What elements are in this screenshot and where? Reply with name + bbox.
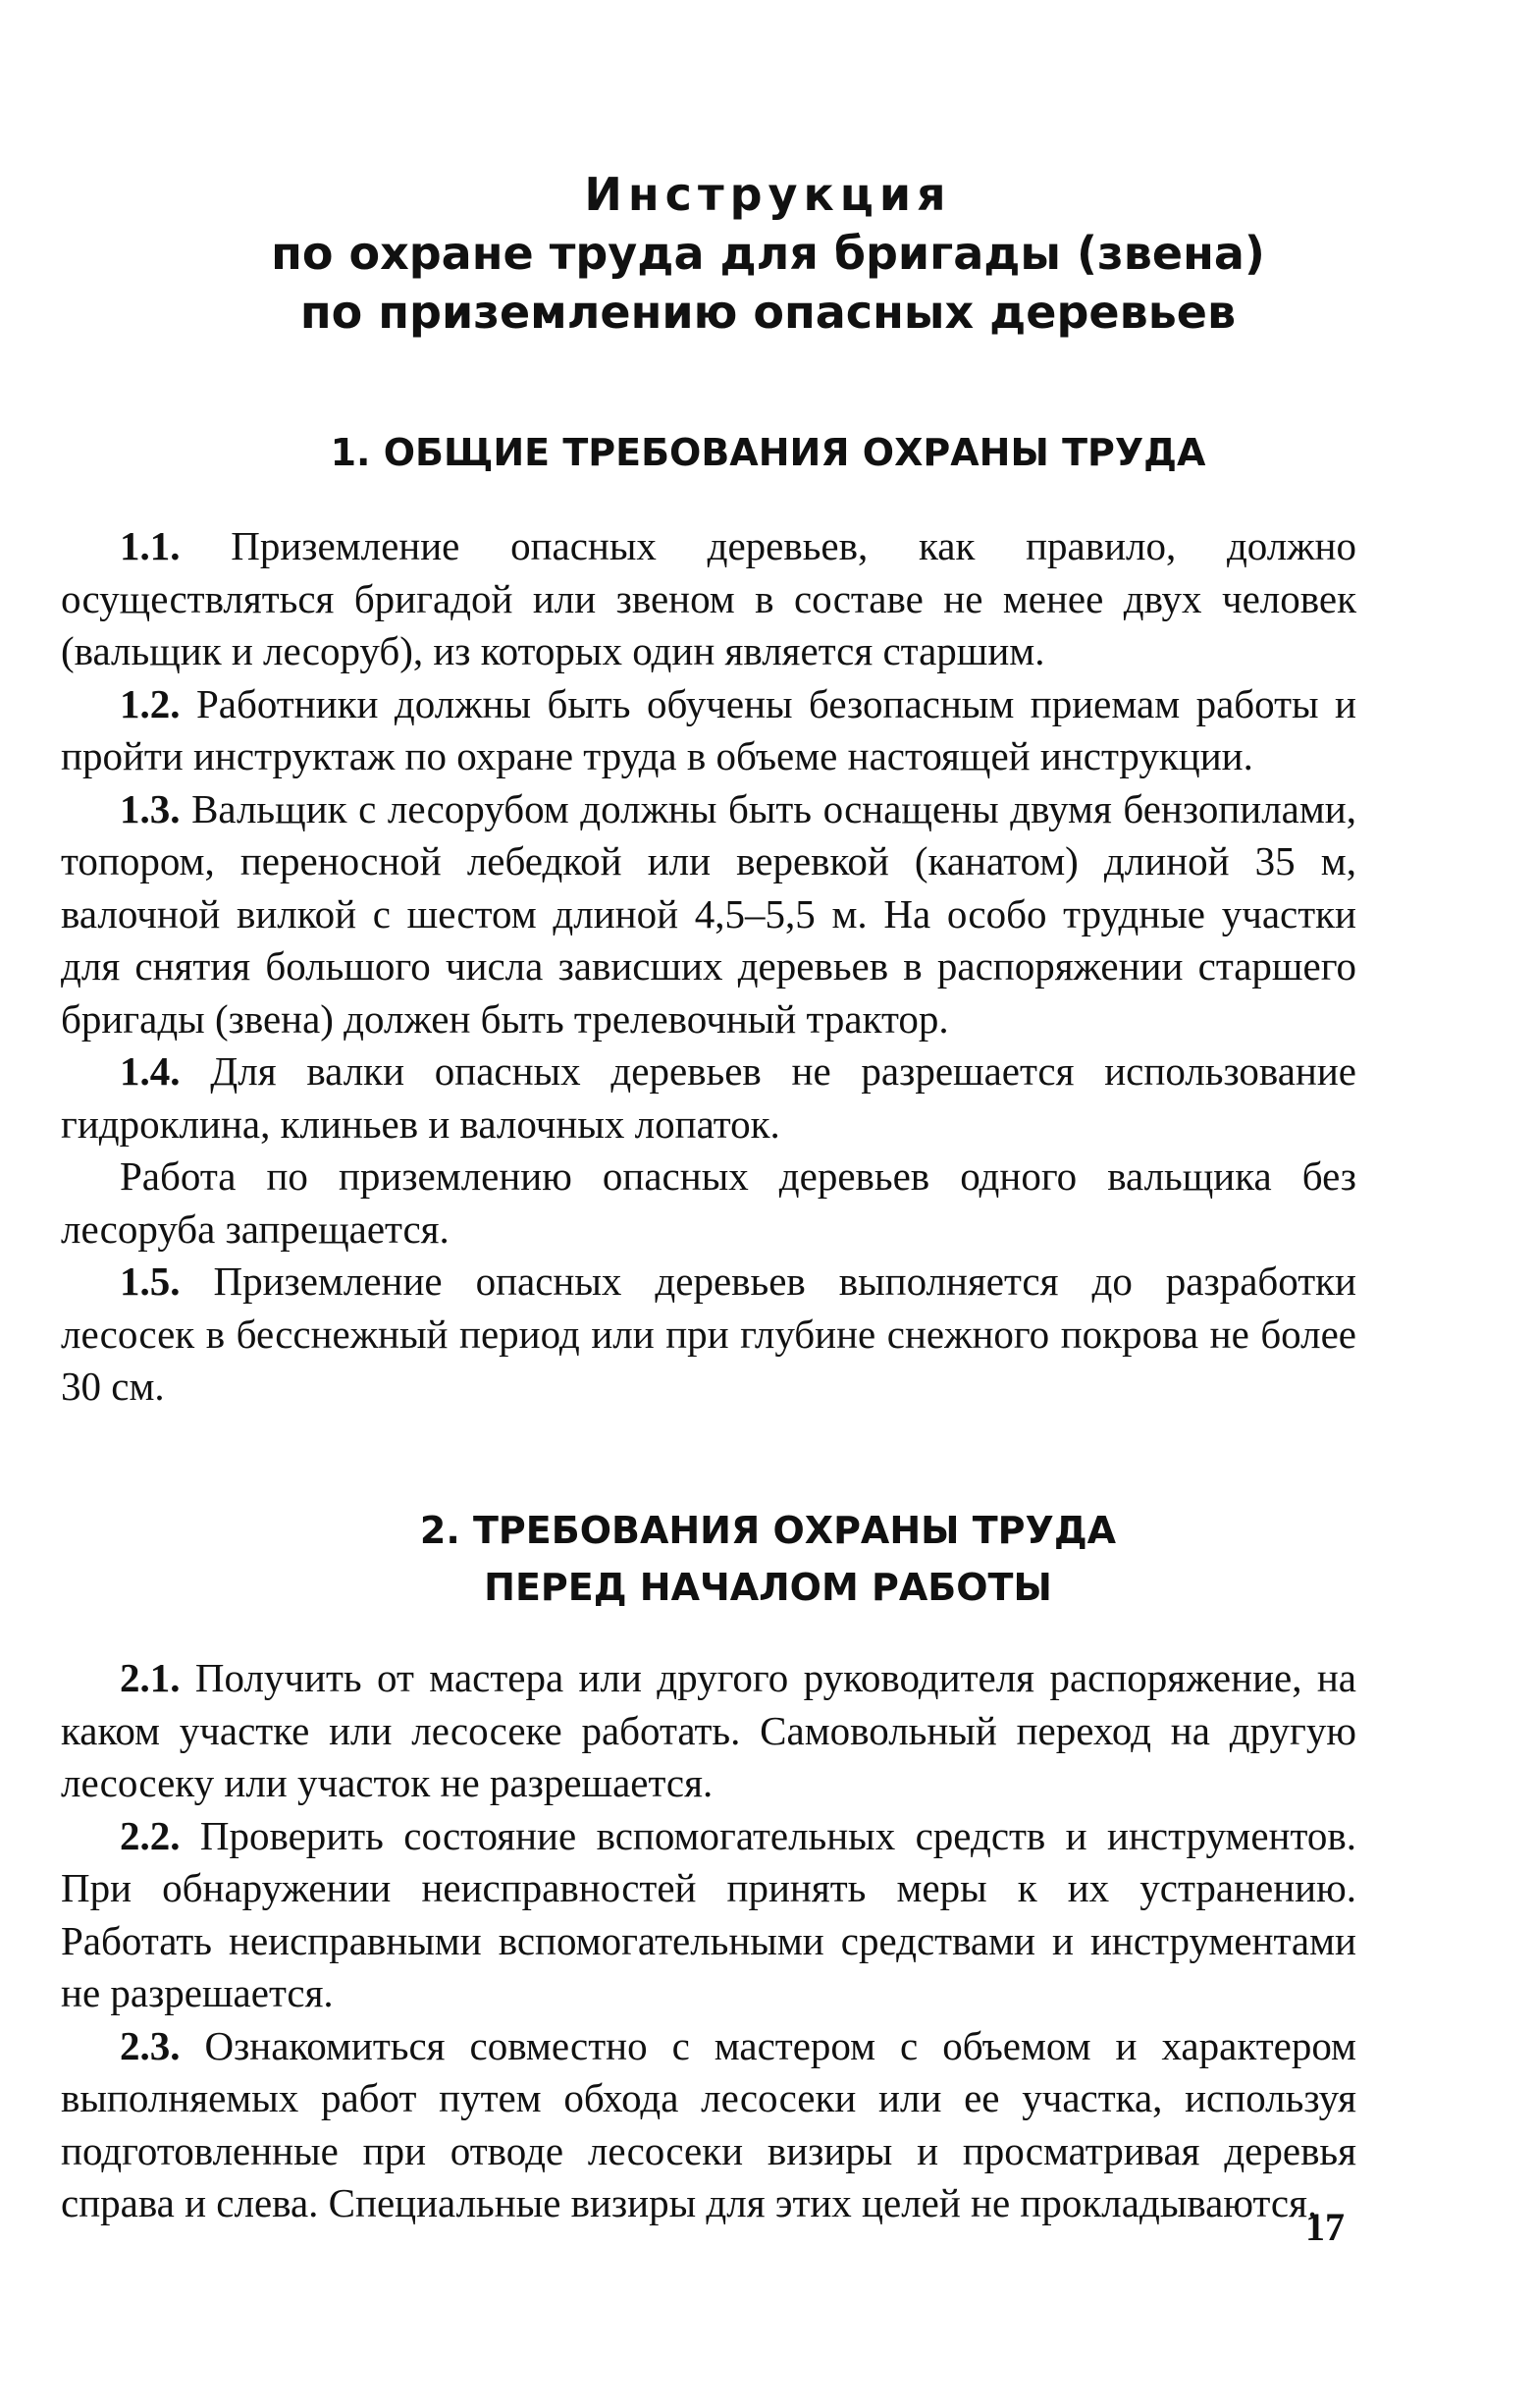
paragraph-text: Приземление опасных деревьев выполняется до разработки лесосек в бесснежный период или при глубине снежного покрова не более 30 см. <box>61 1258 1356 1409</box>
section-2-heading <box>0 1502 1536 1616</box>
paragraph-number: 2.1. <box>120 1655 181 1700</box>
paragraph-2-3 <box>61 2020 1356 2230</box>
section-2-body <box>61 1652 1356 2230</box>
title-line-1: Инструкция <box>584 168 952 221</box>
paragraph-1-4-note <box>61 1150 1356 1256</box>
paragraph-1-1 <box>61 520 1356 678</box>
paragraph-number: 1.1. <box>120 523 181 568</box>
title-line-3: по приземлению опасных деревьев <box>299 286 1237 339</box>
paragraph-text: Приземление опасных деревьев, как правило, должно осуществляться бригадой или звеном в составе не менее двух человек (вальщик и лесоруб), из которых один является старшим. <box>61 523 1356 673</box>
paragraph-number: 1.3. <box>120 785 181 831</box>
paragraph-2-2 <box>61 1810 1356 2020</box>
section-1-body <box>61 520 1356 1414</box>
paragraph-number: 1.5. <box>120 1258 181 1304</box>
paragraph-text: Вальщик с лесорубом должны быть оснащены двумя бензопилами, топором, переносной лебедкой или веревкой (канатом) длиной 35 м, валочной вилкой с шестом длиной 4,5–5,5 м. На особо трудные участки для снятия большого числа зависших деревьев в распоряжении старшего бригады (звена) должен быть трелевочный трактор. <box>61 785 1356 1042</box>
paragraph-2-1 <box>61 1652 1356 1810</box>
paragraph-number: 2.3. <box>120 2022 181 2068</box>
paragraph-1-2 <box>61 678 1356 783</box>
paragraph-1-4 <box>61 1045 1356 1150</box>
paragraph-number: 2.2. <box>120 1812 181 1858</box>
paragraph-text: Ознакомиться совместно с мастером с объемом и характером выполняемых работ путем обхода лесосеки или ее участка, используя подготовленные при отводе лесосеки визиры и просматривая деревья справа и слева. Специальные визиры для этих целей не прокладываются. <box>61 2022 1356 2225</box>
title-line-2: по охране труда для бригады (звена) <box>271 227 1265 280</box>
section-1-heading: 1. ОБЩИЕ ТРЕБОВАНИЯ ОХРАНЫ ТРУДА <box>330 431 1206 474</box>
document-title <box>0 165 1536 342</box>
paragraph-number: 1.2. <box>120 680 181 726</box>
paragraph-text: Проверить состояние вспомогательных средств и инструментов. При обнаружении неисправностей принять меры к их устранению. Работать неисправными вспомогательными средствами и инструментами не разрешается. <box>61 1812 1356 2015</box>
paragraph-text: Работники должны быть обучены безопасным приемам работы и пройти инструктаж по охране труда в объеме настоящей инструкции. <box>61 680 1356 778</box>
paragraph-1-5 <box>61 1256 1356 1414</box>
section-2-heading-line-1: 2. ТРЕБОВАНИЯ ОХРАНЫ ТРУДА <box>419 1509 1117 1552</box>
paragraph-1-3 <box>61 783 1356 1046</box>
paragraph-number: 1.4. <box>120 1048 181 1094</box>
section-2-heading-line-2: ПЕРЕД НАЧАЛОМ РАБОТЫ <box>484 1566 1052 1609</box>
paragraph-text: Работа по приземлению опасных деревьев одного вальщика без лесоруба запрещается. <box>61 1153 1356 1252</box>
paragraph-text: Получить от мастера или другого руководителя распоряжение, на каком участке или лесосеке работать. Самовольный переход на другую лесосеку или участок не разрешается. <box>61 1655 1356 1805</box>
page-number: 17 <box>1305 2205 1345 2249</box>
paragraph-text: Для валки опасных деревьев не разрешается использование гидроклина, клиньев и валочных лопаток. <box>61 1048 1356 1147</box>
